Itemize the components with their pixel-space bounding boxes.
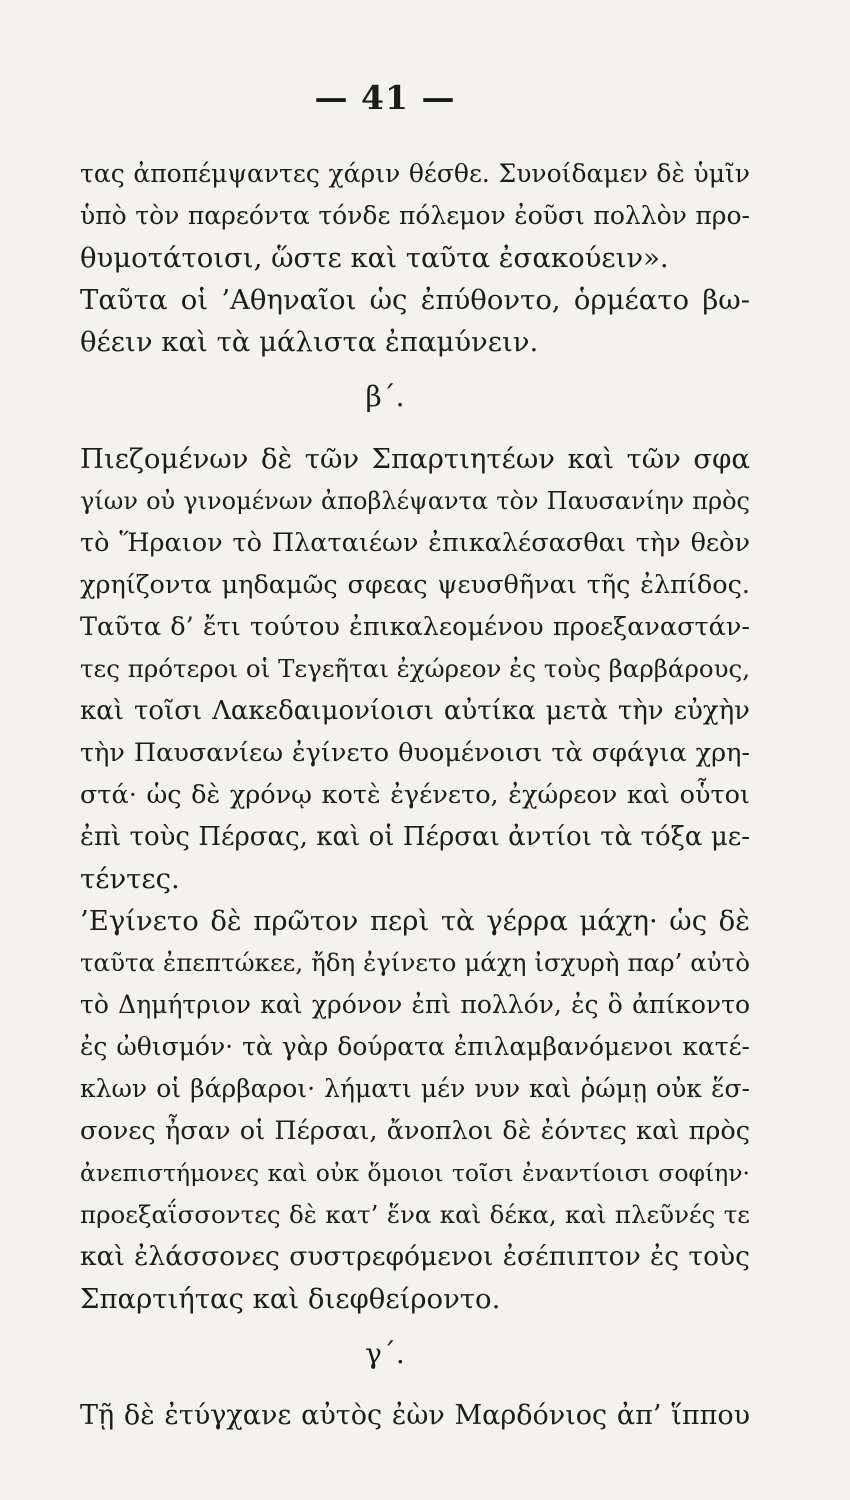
section-heading: γ΄. <box>365 1337 405 1370</box>
text-line: Σπαρτιήτας καὶ διεφθείροντο. <box>80 1283 501 1315</box>
text-line: κλων οἱ βάρβαροι· λήματι μέν νυν καὶ ῥώμῃ οὐκ ἕσ- <box>80 1074 750 1103</box>
text-line: ἀνεπιστήμονες καὶ οὐκ ὅμοιοι τοῖσι ἐναντίοισι σοφίην· <box>80 1159 750 1187</box>
text-line: ἐς ὠθισμόν· τὰ γὰρ δούρατα ἐπιλαμβανόμενοι κατέ- <box>80 1032 750 1061</box>
text-line: τέντες. <box>80 863 180 895</box>
text-line: σονες ἦσαν οἱ Πέρσαι, ἄνοπλοι δὲ ἐόντες καὶ πρὸς <box>80 1116 750 1146</box>
page-number: — 41 — <box>314 78 456 117</box>
text-line: τὴν Παυσανίεω ἐγίνετο θυομένοισι τὰ σφάγια χρη- <box>80 738 750 768</box>
text-line: στά· ὡς δὲ χρόνῳ κοτὲ ἐγένετο, ἐχώρεον καὶ οὗτοι <box>80 780 750 810</box>
text-line: χρηίζοντα μηδαμῶς σφεας ψευσθῆναι τῆς ἐλπίδος. <box>80 570 750 600</box>
text-line: γίων οὐ γινομένων ἀποβλέψαντα τὸν Παυσανίην πρὸς <box>80 487 750 515</box>
text-line: τὸ Δημήτριον καὶ χρόνον ἐπὶ πολλόν, ἐς ὃ ἀπίκοντο <box>80 990 750 1019</box>
text-line: ἐπὶ τοὺς Πέρσας, καὶ οἱ Πέρσαι ἀντίοι τὰ τόξα με- <box>80 822 750 852</box>
text-line: καὶ ἐλάσσονες συστρεφόμενοι ἐσέπιπτον ἐς τοὺς <box>80 1241 750 1272</box>
text-line: Πιεζομένων δὲ τῶν Σπαρτιητέων καὶ τῶν σφα <box>80 443 750 475</box>
text-line: ὑπὸ τὸν παρεόντα τόνδε πόλεμον ἐοῦσι πολλὸν προ- <box>80 201 750 230</box>
text-line: Τῇ δὲ ἐτύγχανε αὐτὸς ἐὼν Μαρδόνιος ἀπ’ ἵππου <box>80 1400 750 1431</box>
text-line: θυμοτάτοισι, ὥστε καὶ ταῦτα ἐσακούειν». <box>80 242 669 274</box>
text-line: θέειν καὶ τὰ μάλιστα ἐπαμύνειν. <box>80 326 539 358</box>
text-line: ’Εγίνετο δὲ πρῶτον περὶ τὰ γέρρα μάχη· ὡς δὲ <box>80 905 750 937</box>
text-line: τες πρότεροι οἱ Τεγεῆται ἐχώρεον ἐς τοὺς βαρβάρους, <box>80 654 750 683</box>
text-line: Ταῦτα δ’ ἔτι τούτου ἐπικαλεομένου προεξαναστάν- <box>80 612 750 642</box>
text-line: προεξαΐσσοντες δὲ κατ’ ἕνα καὶ δέκα, καὶ πλεῦνές τε <box>80 1200 750 1229</box>
text-line: τὸ Ἥραιον τὸ Πλαταιέων ἐπικαλέσασθαι τὴν θεὸν <box>80 528 750 558</box>
text-line: τας ἀποπέμψαντες χάριν θέσθε. Συνοίδαμεν δὲ ὑμῖν <box>80 159 750 188</box>
text-line: Ταῦτα οἱ ’Αθηναῖοι ὡς ἐπύθοντο, ὁρμέατο βω- <box>80 284 750 316</box>
text-line: ταῦτα ἐπεπτώκεε, ἤδη ἐγίνετο μάχη ἰσχυρὴ παρ’ αὐτὸ <box>80 948 750 977</box>
section-heading: β΄. <box>365 380 405 413</box>
text-line: καὶ τοῖσι Λακεδαιμονίοισι αὐτίκα μετὰ τὴν εὐχὴν <box>80 696 750 726</box>
